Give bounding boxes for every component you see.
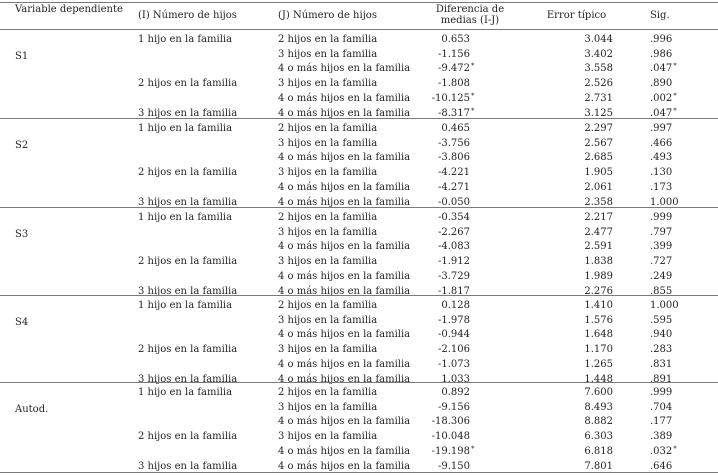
i-group-label [138, 123, 232, 135]
j-group-label [278, 315, 377, 327]
sig-value-text: .986 [650, 49, 673, 60]
mean-difference-value-text: 0.128 [441, 300, 470, 311]
std-error-value [540, 271, 613, 283]
i-group-label-text: 1 hijo en la familia [138, 387, 233, 398]
std-error-value [540, 329, 613, 341]
i-group-label-text: 3 hijos en la familia [138, 197, 238, 208]
j-group-label [278, 182, 410, 194]
std-error-value-text: 1.265 [584, 359, 613, 370]
mean-difference-value-text: -0.944 [437, 329, 470, 340]
mean-difference-value [420, 34, 470, 46]
dependent-variable-label [15, 317, 28, 329]
j-group-label [278, 446, 410, 458]
mean-difference-value-text: -2.267 [437, 227, 470, 238]
j-group-label-text: 2 hijos en la familia [278, 300, 378, 311]
std-error-value [540, 34, 613, 46]
j-group-label [278, 374, 410, 386]
significance-asterisk: * [673, 62, 677, 70]
std-error-value-text: 1.448 [584, 374, 613, 385]
j-group-label-text: 3 hijos en la familia [278, 78, 378, 89]
std-error-value [540, 315, 613, 327]
mean-difference-value-text: 0.892 [441, 387, 470, 398]
i-group-label-text: 1 hijo en la familia [138, 300, 233, 311]
sig-value [650, 138, 673, 150]
std-error-value-text: 2.217 [584, 212, 613, 223]
sig-value-text: .999 [650, 387, 673, 398]
significance-asterisk: * [471, 445, 475, 453]
j-group-label-text: 3 hijos en la familia [278, 402, 378, 413]
mean-difference-value [420, 431, 470, 443]
j-group-label-text: 4 o más hijos en la familia [278, 241, 411, 252]
j-group-label-text: 4 o más hijos en la familia [278, 152, 411, 163]
j-group-label-text: 3 hijos en la familia [278, 256, 378, 267]
j-group-label [278, 34, 377, 46]
mean-difference-value [420, 138, 470, 150]
j-group-label-text: 2 hijos en la familia [278, 387, 378, 398]
mean-difference-value [420, 271, 470, 283]
sig-value [650, 212, 673, 224]
i-group-label [138, 256, 237, 268]
mean-difference-value-text: -2.106 [437, 344, 470, 355]
sig-value [650, 416, 673, 428]
mean-difference-value-text: 0.653 [441, 34, 470, 45]
std-error-value-text: 3.558 [584, 63, 613, 74]
std-error-value-text: 2.591 [584, 241, 613, 252]
header-sig: Sig. [650, 10, 670, 21]
sig-value-text: .831 [650, 359, 673, 370]
sig-value-text: .595 [650, 315, 673, 326]
header-dependent-variable: Variable dependiente [15, 4, 123, 15]
i-group-label-text: 3 hijos en la familia [138, 108, 238, 119]
sig-value-text: .130 [650, 167, 673, 178]
sig-value [650, 431, 673, 443]
j-group-label [278, 227, 377, 239]
std-error-value-text: 7.600 [584, 387, 613, 398]
i-group-label [138, 212, 232, 224]
i-group-label [138, 374, 237, 386]
j-group-label [278, 431, 377, 443]
mean-difference-value [420, 167, 470, 179]
j-group-label-text: 3 hijos en la familia [278, 167, 378, 178]
j-group-label-text: 4 o más hijos en la familia [278, 182, 411, 193]
significance-asterisk: * [673, 107, 677, 115]
i-group-label-text: 2 hijos en la familia [138, 167, 238, 178]
j-group-label [278, 63, 410, 75]
group-divider [0, 118, 718, 119]
mean-difference-value-text: -1.817 [437, 286, 470, 297]
sig-value [650, 271, 673, 283]
sig-value [650, 152, 673, 164]
j-group-label [278, 329, 410, 341]
sig-value [650, 344, 673, 356]
std-error-value-text: 1.170 [584, 344, 613, 355]
dependent-variable-label [15, 404, 48, 416]
mean-difference-value [420, 152, 470, 164]
sig-value [650, 286, 673, 298]
sig-value-text: .032 * [650, 445, 677, 457]
sig-value-text: .002 * [650, 92, 677, 104]
std-error-value-text: 1.410 [584, 300, 613, 311]
std-error-value-text: 2.731 [584, 93, 613, 104]
std-error-value [540, 212, 613, 224]
i-group-label [138, 78, 237, 90]
sig-value [650, 123, 673, 135]
mean-difference-value-text: -18.306 [431, 416, 470, 427]
j-group-label [278, 138, 377, 150]
mean-difference-value-text: -0.354 [437, 212, 470, 223]
std-error-value [540, 167, 613, 179]
sig-value [650, 359, 673, 371]
i-group-label [138, 387, 232, 399]
mean-difference-value-text: -19.198 * [431, 445, 475, 457]
sig-value-text: .727 [650, 256, 673, 267]
i-group-label [138, 431, 237, 443]
mean-difference-value [420, 374, 470, 386]
mean-difference-value-text: -9.156 [437, 402, 470, 413]
mean-difference-value [420, 212, 470, 224]
mean-difference-value [420, 256, 470, 268]
std-error-value-text: 6.303 [584, 431, 613, 442]
std-error-value [540, 402, 613, 414]
mean-difference-value [420, 62, 475, 75]
j-group-label [278, 123, 377, 135]
sig-value-text: .047 * [650, 107, 677, 119]
j-group-label [278, 402, 377, 414]
i-group-label-text: 2 hijos en la familia [138, 431, 238, 442]
sig-value [650, 402, 673, 414]
std-error-value [540, 241, 613, 253]
sig-value [650, 227, 673, 239]
std-error-value-text: 2.567 [584, 138, 613, 149]
std-error-value-text: 2.685 [584, 152, 613, 163]
mean-difference-value-text: 0.465 [441, 123, 470, 134]
sig-value [650, 92, 677, 105]
std-error-value-text: 2.477 [584, 227, 613, 238]
sig-value-text: .855 [650, 286, 673, 297]
significance-asterisk: * [471, 107, 475, 115]
sig-value [650, 315, 673, 327]
sig-value [650, 374, 673, 386]
sig-value [650, 49, 673, 61]
sig-value-text: .249 [650, 271, 673, 282]
header-rule [0, 29, 718, 30]
j-group-label [278, 387, 377, 399]
dependent-variable-label-text: S1 [15, 51, 29, 62]
j-group-label-text: 3 hijos en la familia [278, 431, 378, 442]
std-error-value-text: 6.818 [584, 446, 613, 457]
sig-value-text: .704 [650, 402, 673, 413]
sig-value [650, 241, 673, 253]
std-error-value-text: 1.905 [584, 167, 613, 178]
mean-difference-value [420, 92, 475, 105]
j-group-label-text: 3 hijos en la familia [278, 344, 378, 355]
std-error-value-text: 2.358 [584, 197, 613, 208]
j-group-label-text: 2 hijos en la familia [278, 123, 378, 134]
std-error-value-text: 3.044 [584, 34, 613, 45]
sig-value-text: .399 [650, 241, 673, 252]
dependent-variable-label [15, 229, 28, 241]
std-error-value [540, 286, 613, 298]
mean-difference-value-text: -3.756 [437, 138, 470, 149]
i-group-label-text: 3 hijos en la familia [138, 461, 238, 472]
mean-difference-value-text: -0.050 [437, 197, 470, 208]
std-error-value [540, 123, 613, 135]
j-group-label-text: 4 o más hijos en la familia [278, 108, 411, 119]
significance-asterisk: * [673, 92, 677, 100]
std-error-value-text: 1.838 [584, 256, 613, 267]
i-group-label-text: 2 hijos en la familia [138, 78, 238, 89]
mean-difference-value [420, 416, 470, 428]
mean-difference-value-text: -4.271 [437, 182, 470, 193]
mean-difference-value-text: -1.808 [437, 78, 470, 89]
std-error-value-text: 3.402 [584, 49, 613, 60]
group-divider [0, 382, 718, 383]
j-group-label-text: 4 o más hijos en la familia [278, 197, 411, 208]
std-error-value [540, 446, 613, 458]
std-error-value [540, 78, 613, 90]
std-error-value-text: 2.061 [584, 182, 613, 193]
i-group-label-text: 1 hijo en la familia [138, 123, 233, 134]
std-error-value [540, 138, 613, 150]
std-error-value-text: 8.493 [584, 402, 613, 413]
std-error-value [540, 416, 613, 428]
j-group-label-text: 4 o más hijos en la familia [278, 93, 411, 104]
sig-value [650, 182, 673, 194]
sig-value-text: .797 [650, 227, 673, 238]
std-error-value [540, 227, 613, 239]
mean-difference-value [420, 286, 470, 298]
j-group-label-text: 4 o más hijos en la familia [278, 286, 411, 297]
sig-value-text: .466 [650, 138, 673, 149]
sig-value-text: .890 [650, 78, 673, 89]
sig-value-text: .047 * [650, 62, 677, 74]
j-group-label-text: 3 hijos en la familia [278, 227, 378, 238]
j-group-label-text: 3 hijos en la familia [278, 49, 378, 60]
j-group-label [278, 167, 377, 179]
mean-difference-value-text: -1.156 [437, 49, 470, 60]
j-group-label-text: 3 hijos en la familia [278, 138, 378, 149]
significance-asterisk: * [471, 92, 475, 100]
mean-difference-value-text: -4.083 [437, 241, 470, 252]
mean-difference-value [420, 344, 470, 356]
j-group-label-text: 3 hijos en la familia [278, 315, 378, 326]
mean-difference-value [420, 445, 475, 458]
std-error-value-text: 1.576 [584, 315, 613, 326]
j-group-label [278, 241, 410, 253]
dependent-variable-label-text: Autod. [15, 404, 49, 415]
sig-value-text: .997 [650, 123, 673, 134]
dependent-variable-label-text: S3 [15, 229, 29, 240]
std-error-value [540, 374, 613, 386]
j-group-label-text: 4 o más hijos en la familia [278, 329, 411, 340]
mean-difference-value [420, 227, 470, 239]
j-group-label [278, 49, 377, 61]
sig-value-text: .177 [650, 416, 673, 427]
i-group-label-text: 1 hijo en la familia [138, 34, 233, 45]
mean-difference-value [420, 49, 470, 61]
mean-difference-value [420, 123, 470, 135]
top-rule [0, 2, 718, 3]
group-divider [0, 207, 718, 208]
mean-difference-value-text: -1.073 [437, 359, 470, 370]
sig-value-text: .646 [650, 461, 673, 472]
std-error-value-text: 2.526 [584, 78, 613, 89]
dependent-variable-label-text: S2 [15, 140, 29, 151]
j-group-label [278, 416, 410, 428]
mean-difference-value-text: 1.033 [441, 374, 470, 385]
mean-difference-value-text: -3.806 [437, 152, 470, 163]
std-error-value [540, 63, 613, 75]
i-group-label-text: 2 hijos en la familia [138, 256, 238, 267]
i-group-label-text: 3 hijos en la familia [138, 374, 238, 385]
mean-difference-value-text: -3.729 [437, 271, 470, 282]
j-group-label-text: 4 o más hijos en la familia [278, 461, 411, 472]
header-i-children: (I) Número de hijos [138, 10, 237, 21]
std-error-value [540, 344, 613, 356]
sig-value-text: .173 [650, 182, 673, 193]
j-group-label [278, 300, 377, 312]
std-error-value [540, 300, 613, 312]
mean-difference-value [420, 329, 470, 341]
std-error-value [540, 256, 613, 268]
j-group-label [278, 256, 377, 268]
i-group-label [138, 167, 237, 179]
mean-difference-value [420, 402, 470, 414]
mean-difference-value-text: -4.221 [437, 167, 470, 178]
mean-difference-value [420, 387, 470, 399]
i-group-label [138, 344, 237, 356]
sig-value-text: .996 [650, 34, 673, 45]
j-group-label-text: 4 o más hijos en la familia [278, 359, 411, 370]
sig-value [650, 387, 673, 399]
sig-value [650, 167, 673, 179]
mean-difference-value-text: -8.317 * [437, 107, 475, 119]
std-error-value [540, 49, 613, 61]
i-group-label [138, 300, 232, 312]
header-j-children: (J) Número de hijos [278, 10, 377, 21]
std-error-value-text: 1.989 [584, 271, 613, 282]
j-group-label [278, 93, 410, 105]
significance-asterisk: * [471, 62, 475, 70]
mean-difference-value-text: -10.125 * [431, 92, 475, 104]
i-group-label-text: 2 hijos en la familia [138, 344, 238, 355]
j-group-label [278, 359, 410, 371]
std-error-value [540, 182, 613, 194]
j-group-label-text: 4 o más hijos en la familia [278, 374, 411, 385]
sig-value [650, 34, 673, 46]
std-error-value-text: 2.297 [584, 123, 613, 134]
mean-difference-value-text: -10.048 [431, 431, 470, 442]
sig-value [650, 78, 673, 90]
j-group-label [278, 212, 377, 224]
j-group-label [278, 286, 410, 298]
j-group-label [278, 271, 410, 283]
sig-value-text: .283 [650, 344, 673, 355]
mean-difference-value [420, 241, 470, 253]
dependent-variable-label [15, 51, 28, 63]
dependent-variable-label-text: S4 [15, 317, 29, 328]
header-std-error: Error típico [546, 10, 607, 21]
j-group-label-text: 4 o más hijos en la familia [278, 63, 411, 74]
group-divider [0, 295, 718, 296]
j-group-label [278, 152, 410, 164]
sig-value-text: .891 [650, 374, 673, 385]
mean-difference-value-text: -1.912 [437, 256, 470, 267]
mean-difference-value [420, 359, 470, 371]
std-error-value-text: 1.648 [584, 329, 613, 340]
sig-value-text: 1.000 [650, 197, 679, 208]
sig-value [650, 256, 673, 268]
i-group-label-text: 3 hijos en la familia [138, 286, 238, 297]
sig-value-text: 1.000 [650, 300, 679, 311]
j-group-label-text: 4 o más hijos en la familia [278, 446, 411, 457]
j-group-label-text: 4 o más hijos en la familia [278, 271, 411, 282]
i-group-label-text: 1 hijo en la familia [138, 212, 233, 223]
j-group-label [278, 344, 377, 356]
sig-value-text: .940 [650, 329, 673, 340]
mean-difference-value [420, 315, 470, 327]
mean-difference-value [420, 78, 470, 90]
significance-asterisk: * [673, 445, 677, 453]
std-error-value [540, 93, 613, 105]
j-group-label-text: 2 hijos en la familia [278, 212, 378, 223]
std-error-value-text: 3.125 [584, 108, 613, 119]
sig-value-text: .999 [650, 212, 673, 223]
mean-difference-value-text: -9.472 * [437, 62, 475, 74]
j-group-label [278, 78, 377, 90]
header-mean-difference: Diferencia de medias (I-J) [435, 4, 505, 26]
mean-difference-value [420, 300, 470, 312]
std-error-value [540, 387, 613, 399]
std-error-value-text: 2.276 [584, 286, 613, 297]
sig-value-text: .389 [650, 431, 673, 442]
i-group-label [138, 286, 237, 298]
mean-difference-value [420, 182, 470, 194]
std-error-value [540, 431, 613, 443]
std-error-value-text: 8.882 [584, 416, 613, 427]
j-group-label-text: 2 hijos en la familia [278, 34, 378, 45]
mean-difference-value-text: -9.150 [437, 461, 470, 472]
sig-value-text: .493 [650, 152, 673, 163]
sig-value [650, 445, 677, 458]
bottom-rule [0, 472, 718, 473]
i-group-label [138, 34, 232, 46]
std-error-value-text: 7.801 [584, 461, 613, 472]
j-group-label-text: 4 o más hijos en la familia [278, 416, 411, 427]
std-error-value [540, 152, 613, 164]
dependent-variable-label [15, 140, 28, 152]
mean-difference-value-text: -1.978 [437, 315, 470, 326]
std-error-value [540, 359, 613, 371]
sig-value [650, 329, 673, 341]
sig-value [650, 62, 677, 75]
sig-value [650, 300, 679, 312]
